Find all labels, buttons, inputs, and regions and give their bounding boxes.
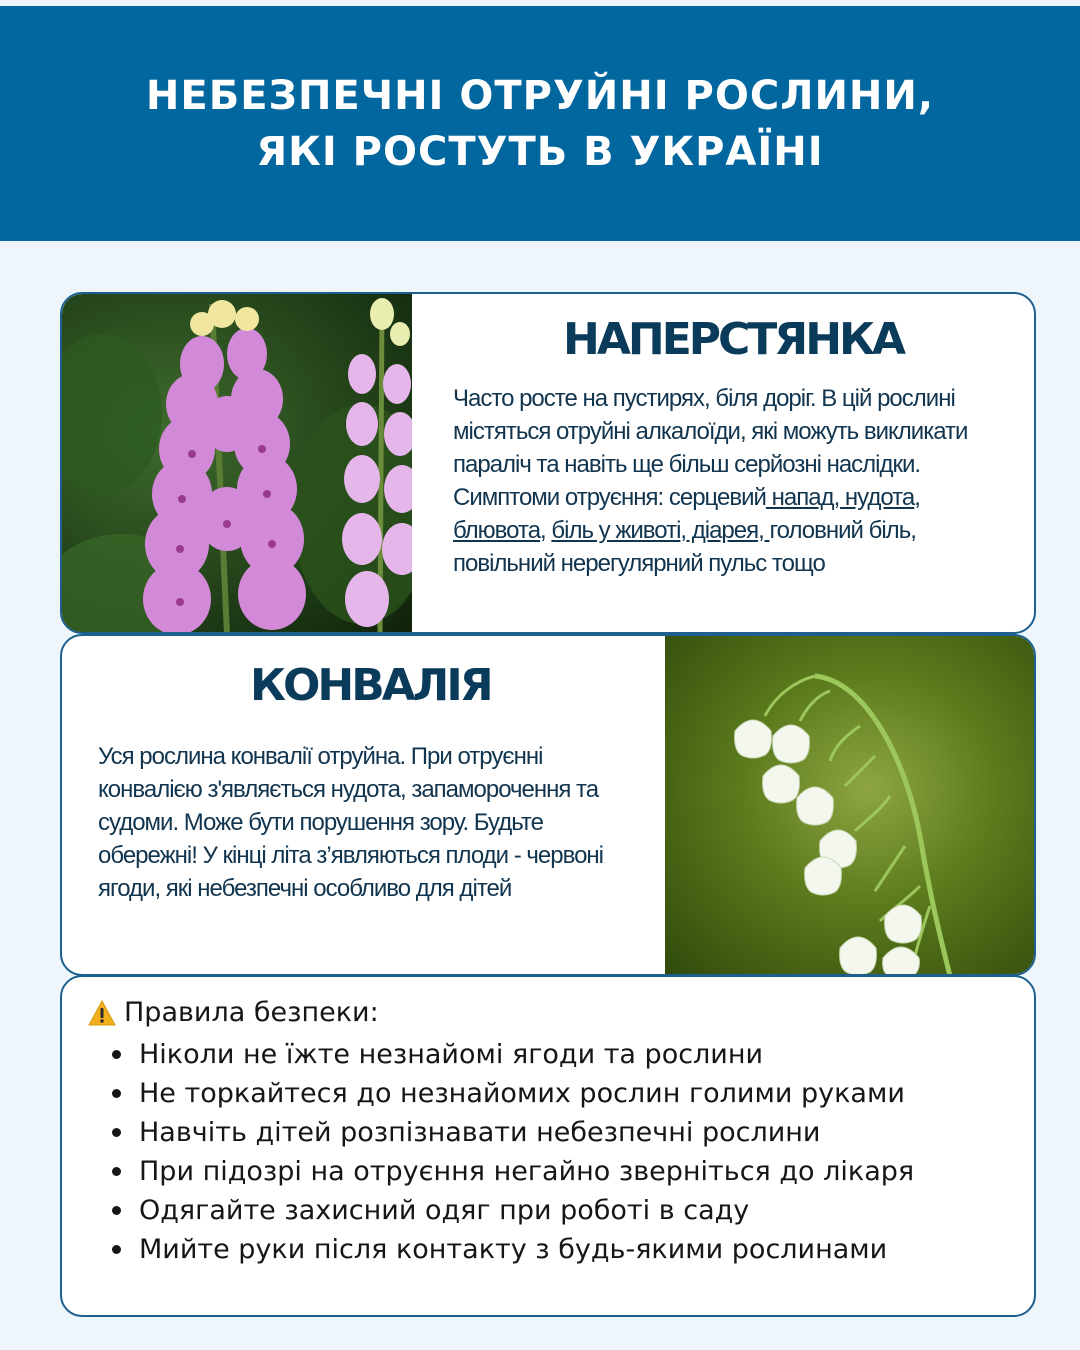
symptom-stomach-pain: біль у животі — [551, 517, 681, 544]
bullet-icon — [112, 1050, 121, 1059]
lily-card — [60, 634, 1036, 976]
bullet-icon — [112, 1089, 121, 1098]
rule-text: Одягайте захисний одяг при роботі в саду — [139, 1195, 750, 1226]
symptom-diarrhea: , діарея, — [680, 517, 770, 544]
lily-description: Уся рослина конвалії отруйна. При отруєнні конвалією з'являється нудота, запаморочення та судоми. Може бути порушення зору. Будьте обережні! У кінці літа з’являються плоди - червоні ягоди, які небезпечні особливо для дітей — [98, 743, 603, 902]
safety-rules-heading — [88, 997, 379, 1028]
list-item — [112, 1074, 914, 1113]
foxglove-card — [60, 292, 1036, 634]
symptom-vomiting: , блювота — [453, 484, 920, 544]
rule-text: При підозрі на отруєння негайно зверніться до лікаря — [139, 1156, 915, 1187]
page-title-line-2: ЯКІ РОСТУТЬ В УКРАЇНІ — [256, 128, 824, 175]
bullet-icon — [112, 1245, 121, 1254]
safety-rules-title: Правила безпеки: — [124, 997, 379, 1028]
list-item — [112, 1152, 914, 1191]
list-item — [112, 1035, 914, 1074]
bullet-icon — [112, 1206, 121, 1215]
foxglove-text-end: головний біль, повільний нерегулярний пульс тощо — [453, 517, 916, 577]
symptom-heart-attack: напад — [765, 484, 834, 511]
rule-text: Навчіть дітей розпізнавати небезпечні рослини — [139, 1117, 821, 1148]
bullet-icon — [112, 1128, 121, 1137]
safety-rules-card — [60, 975, 1036, 1317]
safety-rules-list — [112, 1035, 914, 1269]
list-item — [112, 1191, 914, 1230]
foxglove-description — [453, 382, 1013, 580]
rule-text: Ніколи не їжте незнайомі ягоди та рослини — [139, 1039, 764, 1070]
list-item — [112, 1113, 914, 1152]
foxglove-title: НАПЕРСТЯНКА — [563, 314, 904, 365]
foxglove-photo — [62, 294, 412, 634]
rule-text: Не торкайтеся до незнайомих рослин голими руками — [139, 1078, 905, 1109]
list-item — [112, 1230, 914, 1269]
page-header — [0, 6, 1080, 241]
page-title-line-1: НЕБЕЗПЕЧНІ ОТРУЙНІ РОСЛИНИ, — [145, 72, 935, 119]
symptom-nausea: , нудота — [833, 484, 915, 511]
symptom-separator: , — [540, 517, 546, 544]
rule-text: Мийте руки після контакту з будь-якими рослинами — [139, 1234, 888, 1265]
lily-title: КОНВАЛІЯ — [250, 660, 491, 711]
foxglove-text-intro: Часто росте на пустирях, біля доріг. В цій рослині містяться отруйні алкалоїди, які можуть викликати параліч та навіть ще більш серйозні наслідки. Симптоми отруєння: серцевий — [453, 385, 968, 511]
lily-photo — [665, 636, 1036, 976]
warning-icon — [88, 1000, 116, 1026]
bullet-icon — [112, 1167, 121, 1176]
